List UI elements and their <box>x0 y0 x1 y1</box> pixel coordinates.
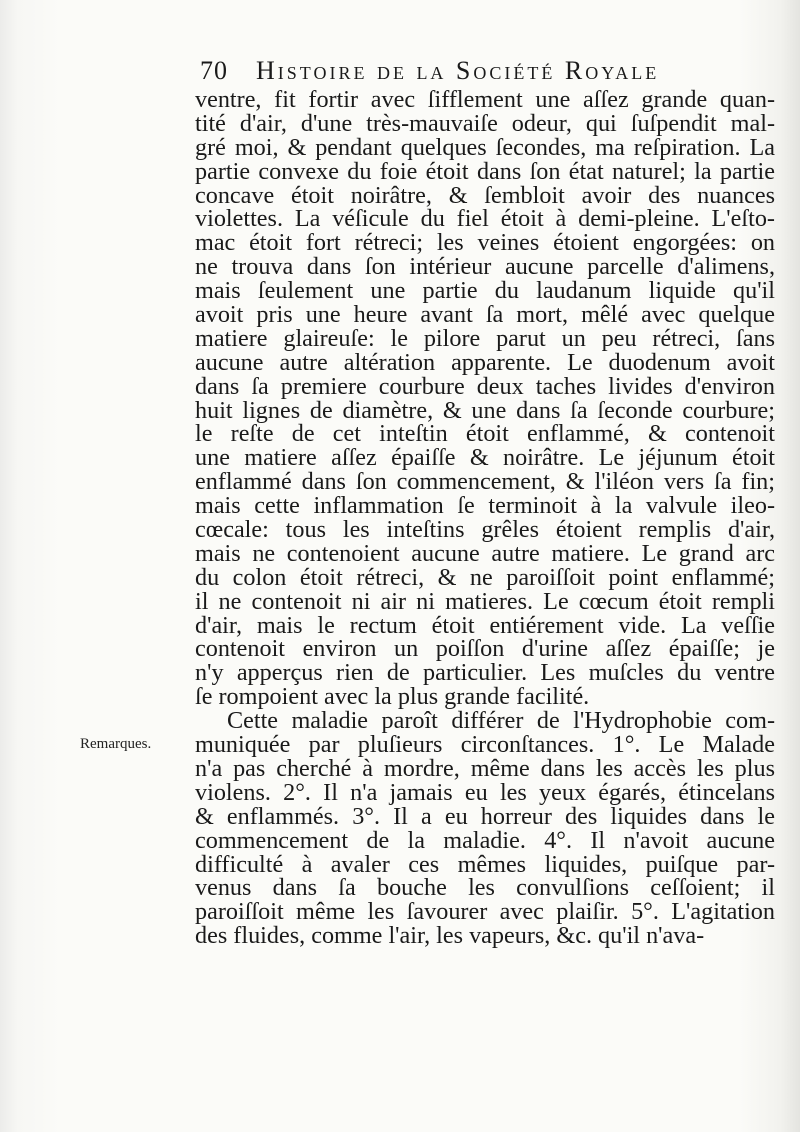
text-line: violens. 2°. Il n'a jamais eu les yeux égarés, étincelans <box>195 778 775 806</box>
text-line: ventre, fit fortir avec ſifflement une aſſez grande quan- <box>195 86 775 113</box>
text-line: n'y apperçus rien de particulier. Les muſcles du ventre <box>195 659 775 687</box>
text-line: matiere glaireuſe: le pilore parut un peu rétreci, ſans <box>195 324 775 352</box>
text-line: commencement de la maladie. 4°. Il n'avoit aucune <box>195 826 775 854</box>
text-line: concave étoit noirâtre, & ſembloit avoir des nuances <box>195 181 775 209</box>
text-line: Cette maladie paroît différer de l'Hydrophobie com- <box>227 707 775 735</box>
text-line: il ne contenoit ni air ni matieres. Le cœcum étoit rempli <box>195 587 775 615</box>
text-line: n'a pas cherché à mordre, même dans les accès les plus <box>195 754 775 782</box>
text-line: tité d'air, d'une très-mauvaiſe odeur, qui ſuſpendit mal- <box>195 109 775 137</box>
paragraph-remarks <box>195 709 775 948</box>
text-line: ne trouva dans ſon intérieur aucune parcelle d'alimens, <box>195 253 775 281</box>
text-line: ſe rompoient avec la plus grande facilité. <box>195 683 590 711</box>
text-line: enflammé dans ſon commencement, & l'iléon vers ſa fin; <box>195 468 775 496</box>
text-line: le reſte de cet inteſtin étoit enflammé, & contenoit <box>195 420 775 448</box>
page-number: 70 <box>200 56 228 85</box>
text-line: mais ſeulement une partie du laudanum liquide qu'il <box>195 277 775 305</box>
text-line: dans ſa premiere courbure deux taches livides d'environ <box>195 372 775 400</box>
text-line: violettes. La véſicule du fiel étoit à demi-pleine. L'eſto- <box>195 205 775 233</box>
text-line: des fluides, comme l'air, les vapeurs, &c. qu'il n'ava- <box>195 922 705 950</box>
text-line: mac étoit fort rétreci; les veines étoient engorgées: on <box>195 229 775 257</box>
text-line: muniquée par pluſieurs circonſtances. 1°. Le Malade <box>195 731 775 759</box>
text-line: aucune autre altération apparente. Le duodenum avoit <box>195 348 775 376</box>
margin-note: Remarques. <box>80 736 152 752</box>
paragraph-autopsy <box>195 88 775 709</box>
text-line: du colon étoit rétreci, & ne paroiſſoit point enflammé; <box>195 563 775 591</box>
text-line: difficulté à avaler ces mêmes liquides, puiſque par- <box>195 850 775 878</box>
text-line: mais cette inflammation ſe terminoit à la valvule ileo- <box>195 492 775 520</box>
running-title: Histoire de la Société Royale <box>256 56 660 85</box>
page-header <box>200 50 775 90</box>
text-line: avoit pris une heure avant ſa mort, mêlé avec quelque <box>195 301 775 329</box>
text-line: & enflammés. 3°. Il a eu horreur des liquides dans le <box>195 802 775 830</box>
text-line: contenoit environ un poiſſon d'urine aſſez épaiſſe; je <box>195 635 775 663</box>
text-line: d'air, mais le rectum étoit entiérement vide. La veſſie <box>195 611 775 639</box>
text-line: une matiere aſſez épaiſſe & noirâtre. Le jéjunum étoit <box>195 444 775 472</box>
text-line: mais ne contenoient aucune autre matiere. Le grand arc <box>195 539 775 567</box>
text-line: huit lignes de diamètre, & une dans ſa ſeconde courbure; <box>195 396 775 424</box>
body-text <box>195 88 775 948</box>
text-line: gré moi, & pendant quelques ſecondes, ma reſpiration. La <box>195 133 775 161</box>
text-line: venus dans ſa bouche les convulſions ceſſoient; il <box>195 874 775 902</box>
text-line: partie convexe du foie étoit dans ſon état naturel; la partie <box>195 157 775 185</box>
text-line: paroiſſoit même les ſavourer avec plaiſir. 5°. L'agitation <box>195 898 775 926</box>
text-line: cœcale: tous les inteſtins grêles étoient remplis d'air, <box>195 516 775 544</box>
